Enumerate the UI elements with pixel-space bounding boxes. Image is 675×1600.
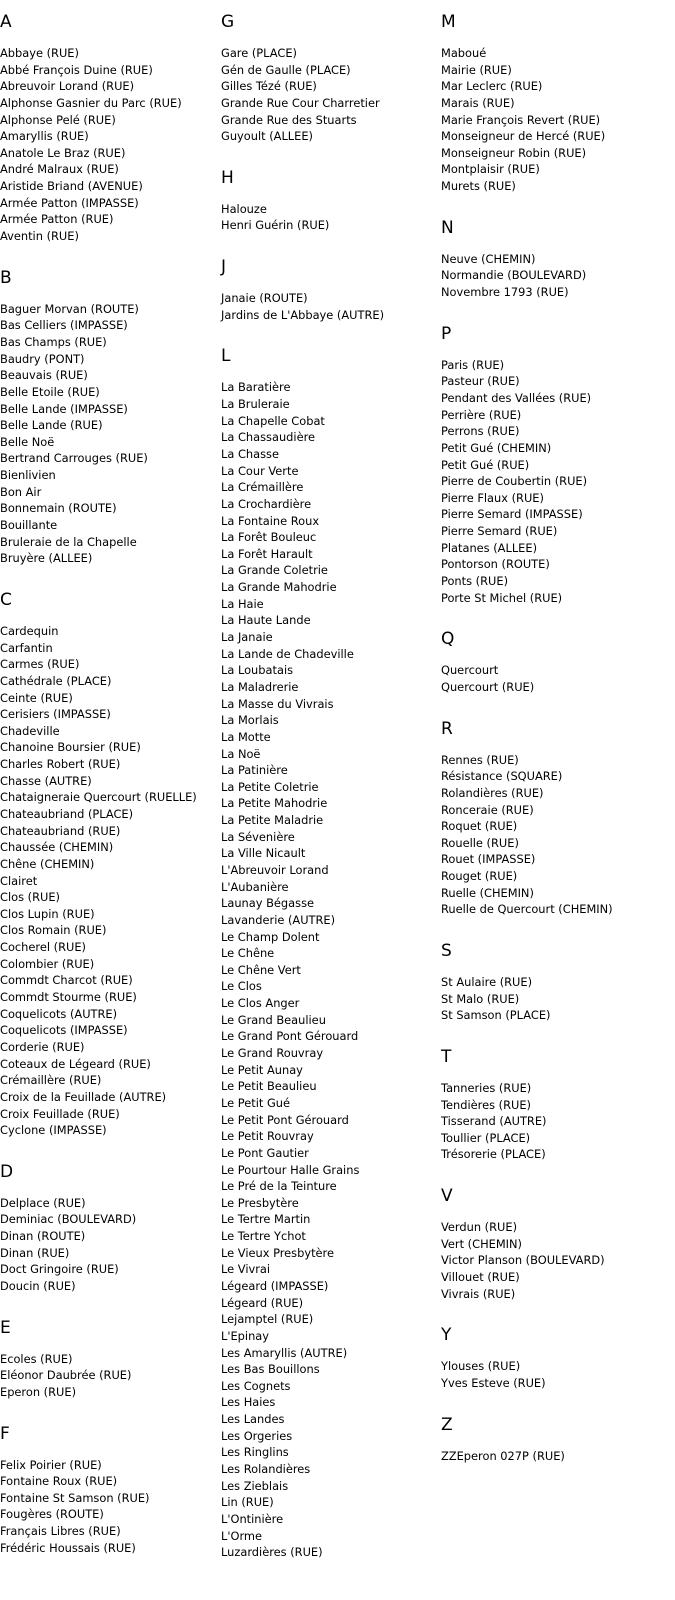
street-item: Tanneries (RUE) xyxy=(441,1080,532,1095)
letter-heading: H xyxy=(221,167,234,188)
street-item: Commdt Stourme (RUE) xyxy=(0,990,137,1005)
street-item: Les Rolandières xyxy=(221,1462,311,1477)
letter-section xyxy=(441,313,663,619)
column-1 xyxy=(0,0,222,1556)
street-item: Le Vivrai xyxy=(221,1262,271,1277)
street-item: L'Orme xyxy=(221,1528,263,1543)
section-spacer xyxy=(221,323,443,335)
street-item: Le Champ Dolent xyxy=(221,929,320,944)
letter-section xyxy=(0,1413,222,1557)
letter-heading: V xyxy=(441,1186,453,1207)
street-item: La Noë xyxy=(221,746,261,761)
letter-section xyxy=(221,0,443,157)
street-item: Launay Bégasse xyxy=(221,896,315,911)
street-item: Le Petit Aunay xyxy=(221,1062,303,1077)
street-item: Coquelicots (AUTRE) xyxy=(0,1006,118,1021)
street-item: Le Petit Rouvray xyxy=(221,1129,314,1144)
street-item: Luzardières (RUE) xyxy=(221,1545,323,1560)
street-item: Eperon (RUE) xyxy=(0,1384,77,1399)
street-item: La Petite Maladrie xyxy=(221,813,324,828)
letter-section xyxy=(221,157,443,246)
letter-heading: Z xyxy=(441,1414,453,1435)
street-item: Fontaine St Samson (RUE) xyxy=(0,1490,150,1505)
street-item: Armée Patton (RUE) xyxy=(0,212,114,227)
section-spacer xyxy=(441,918,663,930)
street-item: St Samson (PLACE) xyxy=(441,1008,551,1023)
street-item: Doucin (RUE) xyxy=(0,1279,76,1293)
street-item: Felix Poirier (RUE) xyxy=(0,1457,102,1472)
letter-section xyxy=(441,1036,663,1175)
street-item: Carmes (RUE) xyxy=(0,657,80,672)
street-item: Croix de la Feuillade (AUTRE) xyxy=(0,1089,167,1104)
street-item: Vert (CHEMIN) xyxy=(441,1236,522,1251)
street-item: Fontaine Roux (RUE) xyxy=(0,1474,118,1489)
street-item: Chataigneraie Quercourt (RUELLE) xyxy=(0,790,197,805)
street-item: L'Ontinière xyxy=(221,1511,284,1526)
street-item: Cardequin xyxy=(0,623,59,638)
street-item: Guyoult (ALLEE) xyxy=(221,129,313,144)
street-item: Bouillante xyxy=(0,518,58,533)
street-item: La Crémaillère xyxy=(221,480,304,495)
street-item: Clos (RUE) xyxy=(0,890,60,905)
street-item: Monseigneur Robin (RUE) xyxy=(441,145,587,160)
street-item: Belle Noë xyxy=(0,434,55,449)
street-item: La Lande de Chadeville xyxy=(221,646,354,661)
street-item: Bruleraie de la Chapelle xyxy=(0,534,137,549)
street-item: Abbé François Duine (RUE) xyxy=(0,62,153,77)
street-item: L'Epinay xyxy=(221,1328,270,1343)
street-item: La Petite Mahodrie xyxy=(221,796,328,811)
street-item: Les Landes xyxy=(221,1412,285,1427)
letter-heading: D xyxy=(0,1161,14,1182)
street-item: Cathédrale (PLACE) xyxy=(0,673,112,688)
street-item: Trésorerie (PLACE) xyxy=(441,1147,546,1162)
street-item: Bas Champs (RUE) xyxy=(0,334,107,349)
column-3 xyxy=(441,0,663,1464)
section-spacer xyxy=(0,1295,222,1307)
letter-section xyxy=(441,930,663,1036)
street-item: Rennes (RUE) xyxy=(441,752,519,767)
street-item: Beauvais (RUE) xyxy=(0,368,88,383)
street-item: Colombier (RUE) xyxy=(0,956,95,971)
street-item: La Motte xyxy=(221,729,271,744)
street-item: ZZEperon 027P (RUE) xyxy=(441,1448,565,1463)
section-spacer xyxy=(0,245,222,257)
street-item: Gén de Gaulle (PLACE) xyxy=(221,62,351,77)
street-item: Tendières (RUE) xyxy=(441,1097,531,1112)
street-item: Chasse (AUTRE) xyxy=(0,773,92,788)
street-item: La Fontaine Roux xyxy=(221,513,320,528)
street-item: La Haute Lande xyxy=(221,613,311,628)
street-item: Gilles Tézé (RUE) xyxy=(221,79,317,94)
street-item: Abbaye (RUE) xyxy=(0,46,79,60)
street-item: Le Tertre Ychot xyxy=(221,1229,306,1244)
street-item: Mar Leclerc (RUE) xyxy=(441,79,543,94)
street-item: Bonnemain (ROUTE) xyxy=(0,501,117,516)
street-item: Grande Rue Cour Charretier xyxy=(221,95,380,110)
street-item: La Grande Mahodrie xyxy=(221,580,337,595)
street-item: Bienlivien xyxy=(0,468,56,483)
column-2 xyxy=(221,0,443,1561)
letter-heading: M xyxy=(441,12,456,32)
street-item: Tisserand (AUTRE) xyxy=(441,1114,547,1129)
letter-section xyxy=(0,257,222,579)
street-item: Deminiac (BOULEVARD) xyxy=(0,1212,137,1227)
street-item: Belle Lande (IMPASSE) xyxy=(0,401,128,416)
street-item: La Cour Verte xyxy=(221,463,299,478)
street-item: Aventin (RUE) xyxy=(0,229,79,244)
street-item: Belle Lande (RUE) xyxy=(0,418,103,433)
street-item: La Patinière xyxy=(221,763,288,778)
section-spacer xyxy=(441,1024,663,1036)
street-item: Coquelicots (IMPASSE) xyxy=(0,1023,128,1038)
section-spacer xyxy=(441,606,663,618)
street-item: Le Petit Gué xyxy=(221,1095,291,1110)
street-item: Roquet (RUE) xyxy=(441,819,518,834)
street-item: Légeard (IMPASSE) xyxy=(221,1279,329,1293)
street-item: Ylouses (RUE) xyxy=(441,1359,521,1374)
letter-heading: R xyxy=(441,718,453,739)
street-item: L'Aubanière xyxy=(221,879,289,894)
street-item: Lavanderie (AUTRE) xyxy=(221,912,336,927)
street-item: Neuve (CHEMIN) xyxy=(441,251,536,266)
street-item: Charles Robert (RUE) xyxy=(0,757,121,772)
street-item: Amaryllis (RUE) xyxy=(0,129,89,144)
letter-heading: B xyxy=(0,267,12,288)
street-item: Pontorson (ROUTE) xyxy=(441,557,550,572)
street-item: Carfantin xyxy=(0,640,53,655)
street-item: Crémaillère (RUE) xyxy=(0,1073,102,1088)
street-item: Rouelle (RUE) xyxy=(441,835,519,850)
letter-heading: A xyxy=(0,12,12,32)
section-spacer xyxy=(441,696,663,708)
street-item: Le Petit Pont Gérouard xyxy=(221,1112,349,1127)
street-item: Maboué xyxy=(441,46,487,60)
section-spacer xyxy=(0,1401,222,1413)
street-item: La Haie xyxy=(221,596,264,611)
street-item: St Malo (RUE) xyxy=(441,991,520,1006)
street-item: Marie François Revert (RUE) xyxy=(441,112,601,127)
street-item: Montplaisir (RUE) xyxy=(441,162,540,177)
street-item: Bon Air xyxy=(0,484,42,499)
letter-section xyxy=(221,246,443,335)
street-item: Petit Gué (RUE) xyxy=(441,457,530,472)
street-item: Janaie (ROUTE) xyxy=(221,291,308,306)
section-spacer xyxy=(441,301,663,313)
street-item: Croix Feuillade (RUE) xyxy=(0,1106,120,1121)
letter-section xyxy=(0,579,222,1151)
section-spacer xyxy=(441,195,663,207)
street-item: Cerisiers (IMPASSE) xyxy=(0,707,111,722)
letter-section xyxy=(0,1151,222,1307)
street-item: Corderie (RUE) xyxy=(0,1039,85,1054)
street-item: Rolandières (RUE) xyxy=(441,785,544,800)
street-item: André Malraux (RUE) xyxy=(0,162,119,177)
section-spacer xyxy=(0,1139,222,1151)
street-item: La Forêt Bouleuc xyxy=(221,530,317,545)
street-item: Novembre 1793 (RUE) xyxy=(441,285,569,300)
street-item: La Petite Coletrie xyxy=(221,779,319,794)
street-item: Halouze xyxy=(221,201,267,216)
street-item: Ronceraie (RUE) xyxy=(441,802,534,817)
street-item: Chaussée (CHEMIN) xyxy=(0,840,114,855)
section-spacer xyxy=(0,567,222,579)
street-item: Perrons (RUE) xyxy=(441,424,520,439)
street-item: Armée Patton (IMPASSE) xyxy=(0,195,139,210)
street-item: La Crochardière xyxy=(221,496,312,511)
street-item: La Chassaudière xyxy=(221,430,316,445)
street-item: Les Orgeries xyxy=(221,1428,293,1443)
street-item: Le Chêne Vert xyxy=(221,962,301,977)
street-item: Clos Romain (RUE) xyxy=(0,923,107,938)
street-item: Villouet (RUE) xyxy=(441,1270,520,1285)
street-item: Eléonor Daubrée (RUE) xyxy=(0,1368,132,1383)
letter-heading: J xyxy=(221,257,227,278)
street-item: Petit Gué (CHEMIN) xyxy=(441,440,552,455)
street-item: St Aulaire (RUE) xyxy=(441,974,533,989)
street-item: Dinan (RUE) xyxy=(0,1245,70,1260)
street-item: Les Ringlins xyxy=(221,1445,289,1460)
letter-section xyxy=(441,708,663,930)
street-item: Chadeville xyxy=(0,723,60,738)
section-spacer xyxy=(441,1392,663,1404)
letter-section xyxy=(441,1314,663,1403)
street-item: La Sévenière xyxy=(221,829,295,844)
street-item: Jardins de L'Abbaye (AUTRE) xyxy=(221,307,385,322)
street-item: Frédéric Houssais (RUE) xyxy=(0,1540,136,1555)
street-item: Clos Lupin (RUE) xyxy=(0,906,95,921)
street-item: Quercourt (RUE) xyxy=(441,679,535,694)
street-item: Ecoles (RUE) xyxy=(0,1351,73,1366)
street-item: Victor Planson (BOULEVARD) xyxy=(441,1253,605,1268)
street-item: Bas Celliers (IMPASSE) xyxy=(0,318,128,333)
letter-heading: S xyxy=(441,940,452,961)
street-item: Les Zieblais xyxy=(221,1478,289,1493)
letter-section xyxy=(441,207,663,313)
street-item: Rouet (IMPASSE) xyxy=(441,852,536,867)
letter-section xyxy=(441,618,663,707)
street-item: Le Pont Gautier xyxy=(221,1145,309,1160)
street-item: Le Vieux Presbytère xyxy=(221,1245,334,1260)
letter-heading: Q xyxy=(441,629,455,650)
letter-heading: C xyxy=(0,589,12,610)
street-item: Pierre Flaux (RUE) xyxy=(441,490,544,505)
street-item: Lin (RUE) xyxy=(221,1495,274,1510)
street-item: Les Amaryllis (AUTRE) xyxy=(221,1345,348,1360)
letter-heading: T xyxy=(441,1046,452,1067)
street-item: Doct Gringoire (RUE) xyxy=(0,1262,119,1277)
street-item: Porte St Michel (RUE) xyxy=(441,590,563,605)
street-item: La Masse du Vivrais xyxy=(221,696,334,711)
street-item: Coteaux de Légeard (RUE) xyxy=(0,1056,151,1071)
street-item: La Bruleraie xyxy=(221,397,290,412)
street-item: Chateaubriand (PLACE) xyxy=(0,806,134,821)
letter-section xyxy=(441,1404,663,1465)
street-item: Clairet xyxy=(0,873,38,888)
street-item: Résistance (SQUARE) xyxy=(441,769,563,784)
street-item: Alphonse Gasnier du Parc (RUE) xyxy=(0,95,182,110)
street-item: Le Presbytère xyxy=(221,1195,299,1210)
letter-heading: Y xyxy=(441,1325,452,1346)
street-item: Cocherel (RUE) xyxy=(0,940,86,955)
street-item: Delplace (RUE) xyxy=(0,1195,86,1210)
street-item: Le Petit Beaulieu xyxy=(221,1079,317,1094)
letter-section xyxy=(0,0,222,257)
street-item: Chateaubriand (RUE) xyxy=(0,823,121,838)
letter-heading: E xyxy=(0,1317,11,1338)
street-item: Le Tertre Martin xyxy=(221,1212,311,1227)
street-item: Paris (RUE) xyxy=(441,357,505,372)
street-item: Commdt Charcot (RUE) xyxy=(0,973,133,988)
street-item: Marais (RUE) xyxy=(441,95,515,110)
street-item: Quercourt xyxy=(441,663,499,678)
letter-section xyxy=(441,0,663,207)
street-item: Ruelle de Quercourt (CHEMIN) xyxy=(441,902,613,917)
street-item: Bruyère (ALLEE) xyxy=(0,551,93,566)
section-spacer xyxy=(441,1302,663,1314)
street-item: Le Grand Pont Gérouard xyxy=(221,1029,359,1044)
street-item: Le Pré de la Teinture xyxy=(221,1179,337,1194)
section-spacer xyxy=(221,145,443,157)
street-item: Henri Guérin (RUE) xyxy=(221,218,330,233)
street-item: Alphonse Pelé (RUE) xyxy=(0,112,116,127)
street-item: La Forêt Harault xyxy=(221,546,313,561)
street-item: Les Cognets xyxy=(221,1378,291,1393)
street-item: Le Clos Anger xyxy=(221,996,300,1011)
street-item: Chanoine Boursier (RUE) xyxy=(0,740,141,755)
street-item: Les Bas Bouillons xyxy=(221,1362,320,1377)
street-item: La Morlais xyxy=(221,713,279,728)
street-item: Yves Esteve (RUE) xyxy=(441,1375,546,1390)
street-item: Baudry (PONT) xyxy=(0,351,85,366)
street-item: Verdun (RUE) xyxy=(441,1220,518,1235)
street-item: La Chapelle Cobat xyxy=(221,413,325,428)
street-item: Gare (PLACE) xyxy=(221,46,297,60)
street-item: La Janaie xyxy=(221,630,273,645)
street-item: Ponts (RUE) xyxy=(441,574,509,589)
street-item: La Maladrerie xyxy=(221,679,299,694)
street-item: Le Pourtour Halle Grains xyxy=(221,1162,360,1177)
street-item: Les Haies xyxy=(221,1395,276,1410)
street-item: La Chasse xyxy=(221,446,279,461)
street-item: Chêne (CHEMIN) xyxy=(0,856,95,871)
street-item: Français Libres (RUE) xyxy=(0,1524,121,1539)
street-item: Ruelle (CHEMIN) xyxy=(441,885,534,900)
letter-section xyxy=(0,1307,222,1413)
street-item: Baguer Morvan (ROUTE) xyxy=(0,301,139,316)
section-spacer xyxy=(441,1163,663,1175)
street-item: Platanes (ALLEE) xyxy=(441,540,538,555)
street-item: Cyclone (IMPASSE) xyxy=(0,1123,107,1138)
street-item: Légeard (RUE) xyxy=(221,1295,304,1310)
letter-heading: N xyxy=(441,217,454,238)
street-item: La Loubatais xyxy=(221,663,294,678)
street-item: Fougères (ROUTE) xyxy=(0,1507,104,1522)
letter-heading: L xyxy=(221,346,231,367)
letter-section xyxy=(441,1175,663,1314)
street-item: La Grande Coletrie xyxy=(221,563,328,578)
street-item: Dinan (ROUTE) xyxy=(0,1229,86,1244)
street-item: L'Abreuvoir Lorand xyxy=(221,862,329,877)
section-spacer xyxy=(221,234,443,246)
street-item: Le Chêne xyxy=(221,946,275,961)
street-item: La Baratière xyxy=(221,380,291,395)
street-item: Ceinte (RUE) xyxy=(0,690,73,705)
street-item: Grande Rue des Stuarts xyxy=(221,112,357,127)
street-item: Anatole Le Braz (RUE) xyxy=(0,145,126,160)
letter-section xyxy=(221,335,443,1560)
street-item: Normandie (BOULEVARD) xyxy=(441,268,587,283)
street-item: Le Grand Beaulieu xyxy=(221,1012,326,1027)
letter-heading: P xyxy=(441,323,452,344)
street-item: Bertrand Carrouges (RUE) xyxy=(0,451,148,466)
street-item: Pierre Semard (RUE) xyxy=(441,524,558,539)
street-item: La Ville Nicault xyxy=(221,846,306,861)
street-item: Monseigneur de Hercé (RUE) xyxy=(441,129,606,144)
street-item: Rouget (RUE) xyxy=(441,869,518,884)
letter-heading: G xyxy=(221,12,235,32)
street-item: Lejamptel (RUE) xyxy=(221,1312,314,1327)
letter-heading: F xyxy=(0,1423,10,1444)
street-item: Le Grand Rouvray xyxy=(221,1046,324,1061)
street-item: Le Clos xyxy=(221,979,262,994)
street-item: Pendant des Vallées (RUE) xyxy=(441,390,592,405)
street-item: Vivrais (RUE) xyxy=(441,1286,516,1301)
street-item: Belle Etoile (RUE) xyxy=(0,384,100,399)
street-item: Perrière (RUE) xyxy=(441,407,522,422)
street-item: Toullier (PLACE) xyxy=(441,1130,531,1145)
street-item: Murets (RUE) xyxy=(441,179,516,194)
street-item: Pasteur (RUE) xyxy=(441,374,520,389)
street-item: Aristide Briand (AVENUE) xyxy=(0,179,143,194)
street-item: Mairie (RUE) xyxy=(441,62,512,77)
street-item: Abreuvoir Lorand (RUE) xyxy=(0,79,135,94)
street-item: Pierre de Coubertin (RUE) xyxy=(441,474,588,489)
street-item: Pierre Semard (IMPASSE) xyxy=(441,507,583,522)
